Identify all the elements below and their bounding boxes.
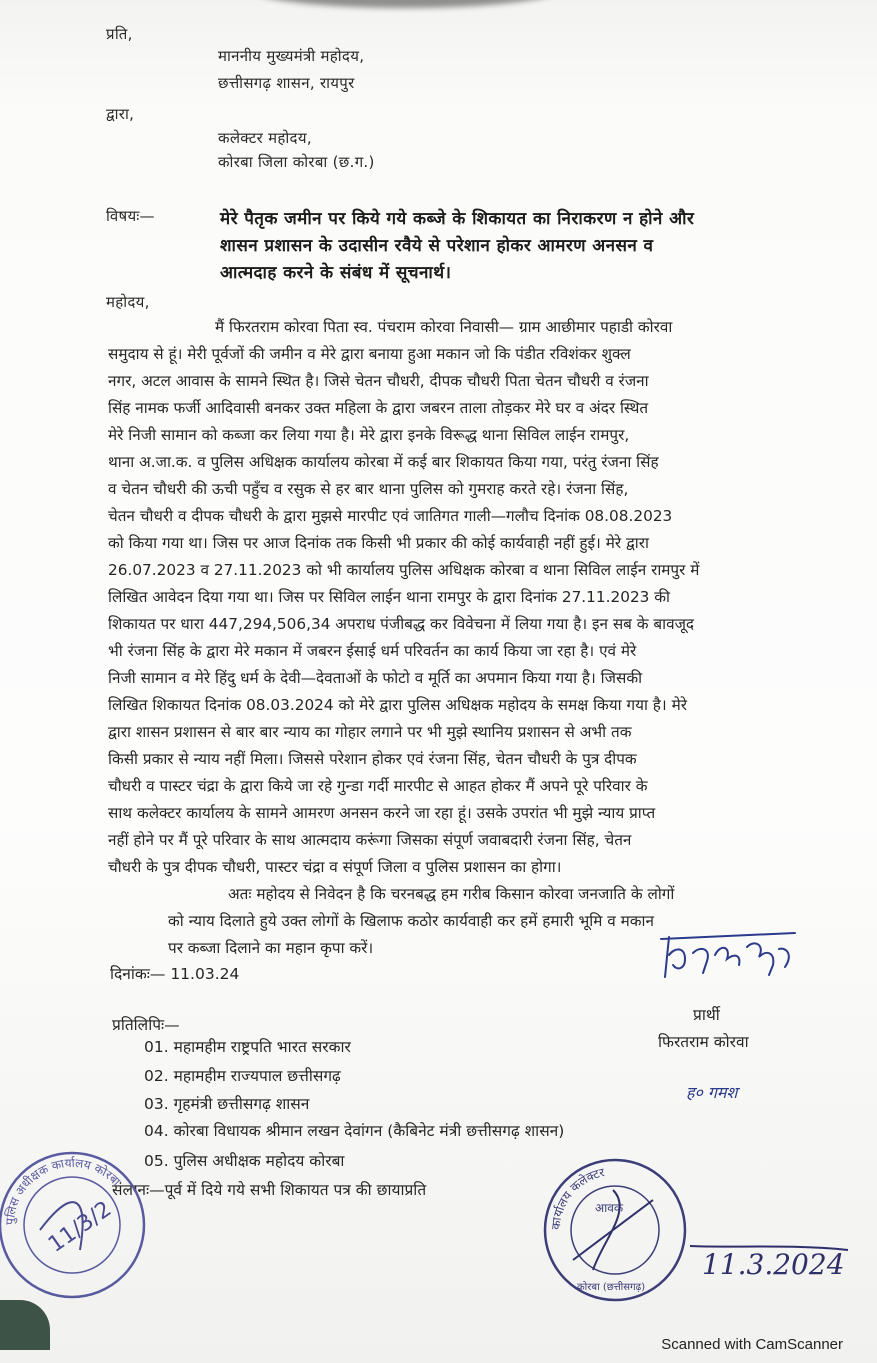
body-line: को किया गया था। जिस पर आज दिनांक तक किसी भी प्रकार की कोई कार्यवाही नहीं हुई। मेरे द्वारा [108, 534, 649, 552]
body-line: चेतन चौधरी व दीपक चौधरी के द्वारा मुझसे मारपीट एवं जातिगत गाली—गलौच दिनांक 08.08.2023 [108, 507, 673, 525]
stamp-ring-text: पुलिस अधीक्षक कार्यालय कोरबा [2, 1155, 124, 1226]
body-line: समुदाय से हूं। मेरी पूर्वजों की जमीन व मेरे द्वारा बनाया हुआ मकान जो कि पंडीत रविशंकर शुक्ल [108, 345, 631, 363]
to-label: प्रति, [106, 25, 133, 43]
body-line: मेरे निजी सामान को कब्जा कर लिया गया है। मेरे द्वारा इनके विरूद्ध थाना सिविल लाईन रामपुर, [108, 426, 630, 444]
copy-item: 05. पुलिस अधीक्षक महोदय कोरबा [144, 1152, 345, 1170]
body-line: थाना अ.जा.क. व पुलिस अधिक्षक कार्यालय कोरबा में कई बार शिकायत किया गया, परंतु रंजना सिंह [108, 453, 659, 471]
copy-item: 01. महामहीम राष्ट्रपति भारत सरकार [144, 1038, 351, 1056]
stamp-ring-text: कार्यालय कलेक्टर [548, 1165, 606, 1231]
to-line-2: छत्तीसगढ़ शासन, रायपुर [218, 74, 355, 92]
body-line: नहीं होने पर मैं पूरे परिवार के साथ आत्मदाय करूंगा जिसका संपूर्ण जवाबदारी रंजना सिंह, चेतन [108, 831, 632, 849]
to-line-1: माननीय मुख्यमंत्री महोदय, [218, 47, 365, 65]
body-line: मैं फिरतराम कोरवा पिता स्व. पंचराम कोरवा निवासी— ग्राम आछीमार पहाडी कोरवा [215, 318, 673, 336]
stamp-handwritten-date: 11/3/2 [43, 1196, 117, 1258]
copy-item: 02. महामहीम राज्यपाल छत्तीसगढ़ [144, 1067, 341, 1085]
stamp-bottom-text: कोरबा (छत्तीसगढ़) [577, 1282, 646, 1293]
enclosure-note: संलग्नः—पूर्व में दिये गये सभी शिकायत पत्र की छायाप्रति [112, 1181, 427, 1199]
body-line: नगर, अटल आवास के सामने स्थित है। जिसे चेतन चौधरी, दीपक चौधरी पिता चेतन चौधरी व रंजना [108, 372, 649, 390]
request-line: अतः महोदय से निवेदन है कि चरनबद्ध हम गरीब किसान कोरवा जनजाति के लोगों [228, 885, 675, 903]
copies-label: प्रतिलिपिः— [112, 1016, 180, 1034]
body-line: चौधरी व पास्टर चंद्रा के द्वारा किये जा रहे गुन्डा गर्दी मारपीट से आहत होकर मैं अपने पूरे परिवार के [108, 777, 648, 795]
request-line: को न्याय दिलाते हुये उक्त लोगों के खिलाफ कठोर कार्यवाही कर हमें हमारी भूमि व मकान [168, 912, 654, 930]
body-line: किसी प्रकार से न्याय नहीं मिला। जिससे परेशान होकर एवं रंजना सिंह, चेतन चौधरी के पुत्र दीपक [108, 750, 637, 768]
letter-date: दिनांकः— 11.03.24 [110, 965, 240, 983]
body-line: साथ कलेक्टर कार्यालय के सामने आमरण अनसन करने जा रहा हूं। उसके उपरांत भी मुझे न्याय प्राप्त [108, 804, 656, 822]
body-line: द्वारा शासन प्रशासन से बार बार न्याय का गोहार लगाने पर भी मुझे स्थानिय प्रशासन से अभी तक [108, 723, 632, 741]
body-line: शिकायत पर धारा 447,294,506,34 अपराध पंजीबद्ध कर विवेचना में लिया गया है। इन सब के बावजूद [108, 615, 695, 633]
request-line: पर कब्जा दिलाने का महान कृपा करें। [168, 939, 374, 957]
thumb-signature: ह० गमश [686, 1083, 738, 1102]
body-line: व चेतन चौधरी की ऊची पहुँच व रसुक से हर बार थाना पुलिस को गुमराह करते रहे। रंजना सिंह, [108, 480, 629, 498]
via-line-1: कलेक्टर महोदय, [218, 129, 312, 147]
subject-label: विषयः— [106, 207, 155, 225]
scan-shadow [250, 0, 560, 8]
signature-image [655, 925, 805, 985]
body-line: 26.07.2023 व 27.11.2023 को भी कार्यालय पुलिस अधिक्षक कोरबा व थाना सिविल लाईन रामपुर में [108, 561, 700, 579]
body-line: भी रंजना सिंह के द्वारा मेरे मकान में जबरन ईसाई धर्म परिवर्तन का कार्य किया जा रहा है। एवं मेरे [108, 642, 637, 660]
stamp-inner-text: आवक [595, 1201, 624, 1215]
body-line: सिंह नामक फर्जी आदिवासी बनकर उक्त महिला के द्वारा जबरन ताला तोड़कर मेरे घर व अंदर स्थित [108, 399, 649, 417]
received-date: 11.3.2024 [702, 1248, 845, 1281]
subject-line-1: मेरे पैतृक जमीन पर किये गये कब्जे के शिकायत का निराकरण न होने और [220, 209, 695, 229]
salutation: महोदय, [106, 293, 150, 311]
police-office-stamp [0, 1130, 170, 1324]
via-label: द्वारा, [106, 105, 135, 123]
collector-office-stamp [543, 1150, 693, 1314]
subject-line-3: आत्मदाह करने के संबंध में सूचनार्थ। [220, 263, 452, 283]
applicant-name: फिरतराम कोरवा [658, 1033, 749, 1051]
body-line: चौधरी के पुत्र दीपक चौधरी, पास्टर चंद्रा व संपूर्ण जिला व पुलिस प्रशासन का होगा। [108, 858, 562, 876]
subject-line-2: शासन प्रशासन के उदासीन रवैये से परेशान होकर आमरण अनसन व [220, 236, 654, 256]
copy-item: 04. कोरबा विधायक श्रीमान लखन देवांगन (कैबिनेट मंत्री छत्तीसगढ़ शासन) [144, 1122, 565, 1140]
copy-item: 03. गृहमंत्री छत्तीसगढ़ शासन [144, 1095, 310, 1113]
body-line: लिखित शिकायत दिनांक 08.03.2024 को मेरे द्वारा पुलिस अधिक्षक महोदय के समक्ष किया गया है। मेरे [108, 696, 687, 714]
scanner-watermark: Scanned with CamScanner [661, 1336, 843, 1353]
via-line-2: कोरबा जिला कोरबा (छ.ग.) [218, 153, 375, 171]
body-line: लिखित आवेदन दिया गया था। जिस पर सिविल लाईन थाना रामपुर के द्वारा दिनांक 27.11.2023 की [108, 588, 670, 606]
body-line: निजी सामान व मेरे हिंदु धर्म के देवी—देवताओं के फोटो व मूर्ति का अपमान किया गया है। जिसकी [108, 669, 643, 687]
applicant-label: प्रार्थी [693, 1006, 720, 1024]
